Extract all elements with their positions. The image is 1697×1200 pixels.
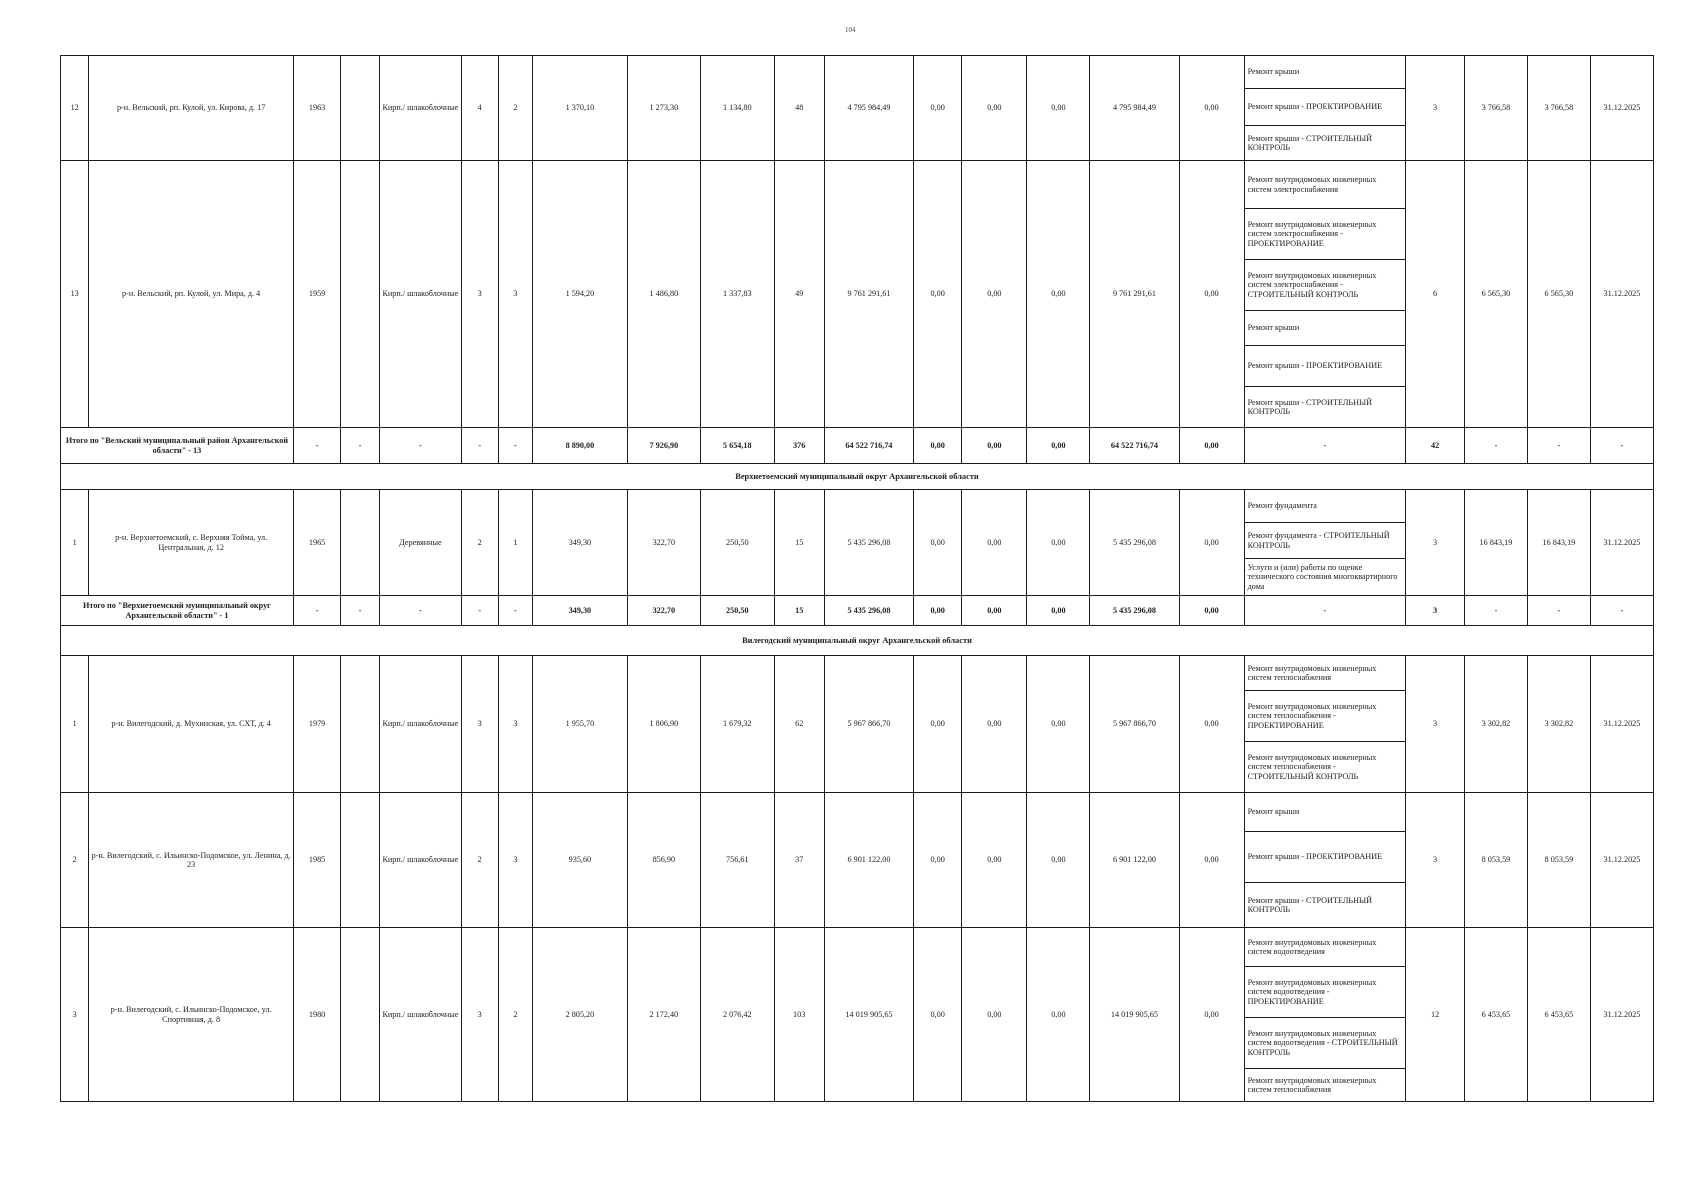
work-type: Ремонт внутридомовых инженерных систем теплоснабжения [1244, 656, 1406, 691]
table-row: 3 р-н. Вилегодский, с. Ильинско-Подомское, ул. Спортивная, д. 8 1980 Кирп./ шлакоблочные 3 2 2 805,20 2 172,40 2 076,42 103 14 019 905,65 0,00 0,00 0,00 14 019 905,65 0,00 Ремонт внутридомовых инженерных систем водоотведения 12 6 453,65 6 453,65 31.12.2025 [61, 928, 1654, 967]
work-type: Ремонт крыши - ПРОЕКТИРОВАНИЕ [1244, 832, 1406, 883]
section-header: Верхнетоемский муниципальный округ Архангельской области [61, 464, 1654, 490]
work-type: Ремонт внутридомовых инженерных систем электроснабжения - СТРОИТЕЛЬНЫЙ КОНТРОЛЬ [1244, 260, 1406, 311]
work-type: Ремонт фундамента - СТРОИТЕЛЬНЫЙ КОНТРОЛЬ [1244, 523, 1406, 559]
address-cell: р-н. Верхнетоемский, с. Верхняя Тойма, ул. Центральная, д. 12 [89, 490, 294, 596]
work-type: Ремонт крыши - ПРОЕКТИРОВАНИЕ [1244, 346, 1406, 387]
table-row: 2 р-н. Вилегодский, с. Ильинско-Подомское, ул. Ленина, д. 23 1985 Кирп./ шлакоблочные 2 3 935,60 856,90 756,61 37 6 901 122,00 0,00 0,00 0,00 6 901 122,00 0,00 Ремонт крыши 3 8 053,59 8 053,59 31.12.2025 [61, 793, 1654, 832]
work-type: Ремонт внутридомовых инженерных систем теплоснабжения - ПРОЕКТИРОВАНИЕ [1244, 691, 1406, 742]
work-type: Ремонт крыши - СТРОИТЕЛЬНЫЙ КОНТРОЛЬ [1244, 387, 1406, 428]
subtotal-row: Итого по "Вельский муниципальный район Архангельской области" - 13 - - - - - 8 890,00 7 926,90 5 654,18 376 64 522 716,74 0,00 0,00 0,00 64 522 716,74 0,00 - 42 - - - [61, 428, 1654, 464]
work-type: Ремонт крыши - ПРОЕКТИРОВАНИЕ [1244, 89, 1406, 126]
work-type: Ремонт внутридомовых инженерных систем теплоснабжения [1244, 1069, 1406, 1102]
work-type: Услуги и (или) работы по оценке технического состояния многоквартирного дома [1244, 559, 1406, 596]
work-type: Ремонт крыши - СТРОИТЕЛЬНЫЙ КОНТРОЛЬ [1244, 126, 1406, 161]
work-type: Ремонт внутридомовых инженерных систем водоотведения [1244, 928, 1406, 967]
capital-repair-table [60, 55, 1654, 1102]
work-type: Ремонт внутридомовых инженерных систем водоотведения - ПРОЕКТИРОВАНИЕ [1244, 967, 1406, 1018]
work-type: Ремонт фундамента [1244, 490, 1406, 523]
table-row: 1 р-н. Вилегодский, д. Мухинская, ул. СХТ, д. 4 1979 Кирп./ шлакоблочные 3 3 1 955,70 1 806,90 1 679,32 62 5 967 866,70 0,00 0,00 0,00 5 967 866,70 0,00 Ремонт внутридомовых инженерных систем теплоснабжения 3 3 302,82 3 302,82 31.12.2025 [61, 656, 1654, 691]
address-cell: р-н. Вилегодский, с. Ильинско-Подомское, ул. Спортивная, д. 8 [89, 928, 294, 1102]
work-type: Ремонт крыши [1244, 56, 1406, 89]
address-cell: р-н. Вилегодский, с. Ильинско-Подомское, ул. Ленина, д. 23 [89, 793, 294, 928]
table-row: 1 р-н. Верхнетоемский, с. Верхняя Тойма, ул. Центральная, д. 12 1965 Деревянные 2 1 349,30 322,70 250,50 15 5 435 296,08 0,00 0,00 0,00 5 435 296,08 0,00 Ремонт фундамента 3 16 843,19 16 843,19 31.12.2025 [61, 490, 1654, 523]
address-cell: р-н. Вельский, рп. Кулой, ул. Мира, д. 4 [89, 161, 294, 428]
work-type: Ремонт внутридомовых инженерных систем теплоснабжения - СТРОИТЕЛЬНЫЙ КОНТРОЛЬ [1244, 742, 1406, 793]
work-type: Ремонт внутридомовых инженерных систем электроснабжения [1244, 161, 1406, 209]
work-type: Ремонт крыши [1244, 793, 1406, 832]
work-type: Ремонт внутридомовых инженерных систем водоотведения - СТРОИТЕЛЬНЫЙ КОНТРОЛЬ [1244, 1018, 1406, 1069]
section-header: Вилегодский муниципальный округ Архангельской области [61, 626, 1654, 656]
address-cell: р-н. Вельский, рп. Кулой, ул. Кирова, д. 17 [89, 56, 294, 161]
work-type: Ремонт крыши [1244, 311, 1406, 346]
table-row: 12 р-н. Вельский, рп. Кулой, ул. Кирова, д. 17 1963 Кирп./ шлакоблочные 4 2 1 370,10 1 273,30 1 134,80 48 4 795 984,49 0,00 0,00 0,00 4 795 984,49 0,00 Ремонт крыши 3 3 766,58 3 766,58 31.12.2025 [61, 56, 1654, 89]
work-type: Ремонт крыши - СТРОИТЕЛЬНЫЙ КОНТРОЛЬ [1244, 883, 1406, 928]
table-row: 13 р-н. Вельский, рп. Кулой, ул. Мира, д. 4 1959 Кирп./ шлакоблочные 3 3 1 594,20 1 486,80 1 337,83 49 9 761 291,61 0,00 0,00 0,00 9 761 291,61 0,00 Ремонт внутридомовых инженерных систем электроснабжения 6 6 565,30 6 565,30 31.12.2025 [61, 161, 1654, 209]
address-cell: р-н. Вилегодский, д. Мухинская, ул. СХТ, д. 4 [89, 656, 294, 793]
work-type: Ремонт внутридомовых инженерных систем электроснабжения - ПРОЕКТИРОВАНИЕ [1244, 209, 1406, 260]
subtotal-row: Итого по "Верхнетоемский муниципальный округ Архангельской области" - 1 - - - - - 349,30 322,70 250,50 15 5 435 296,08 0,00 0,00 0,00 5 435 296,08 0,00 - 3 - - - [61, 596, 1654, 626]
page-number: 104 [845, 26, 856, 34]
